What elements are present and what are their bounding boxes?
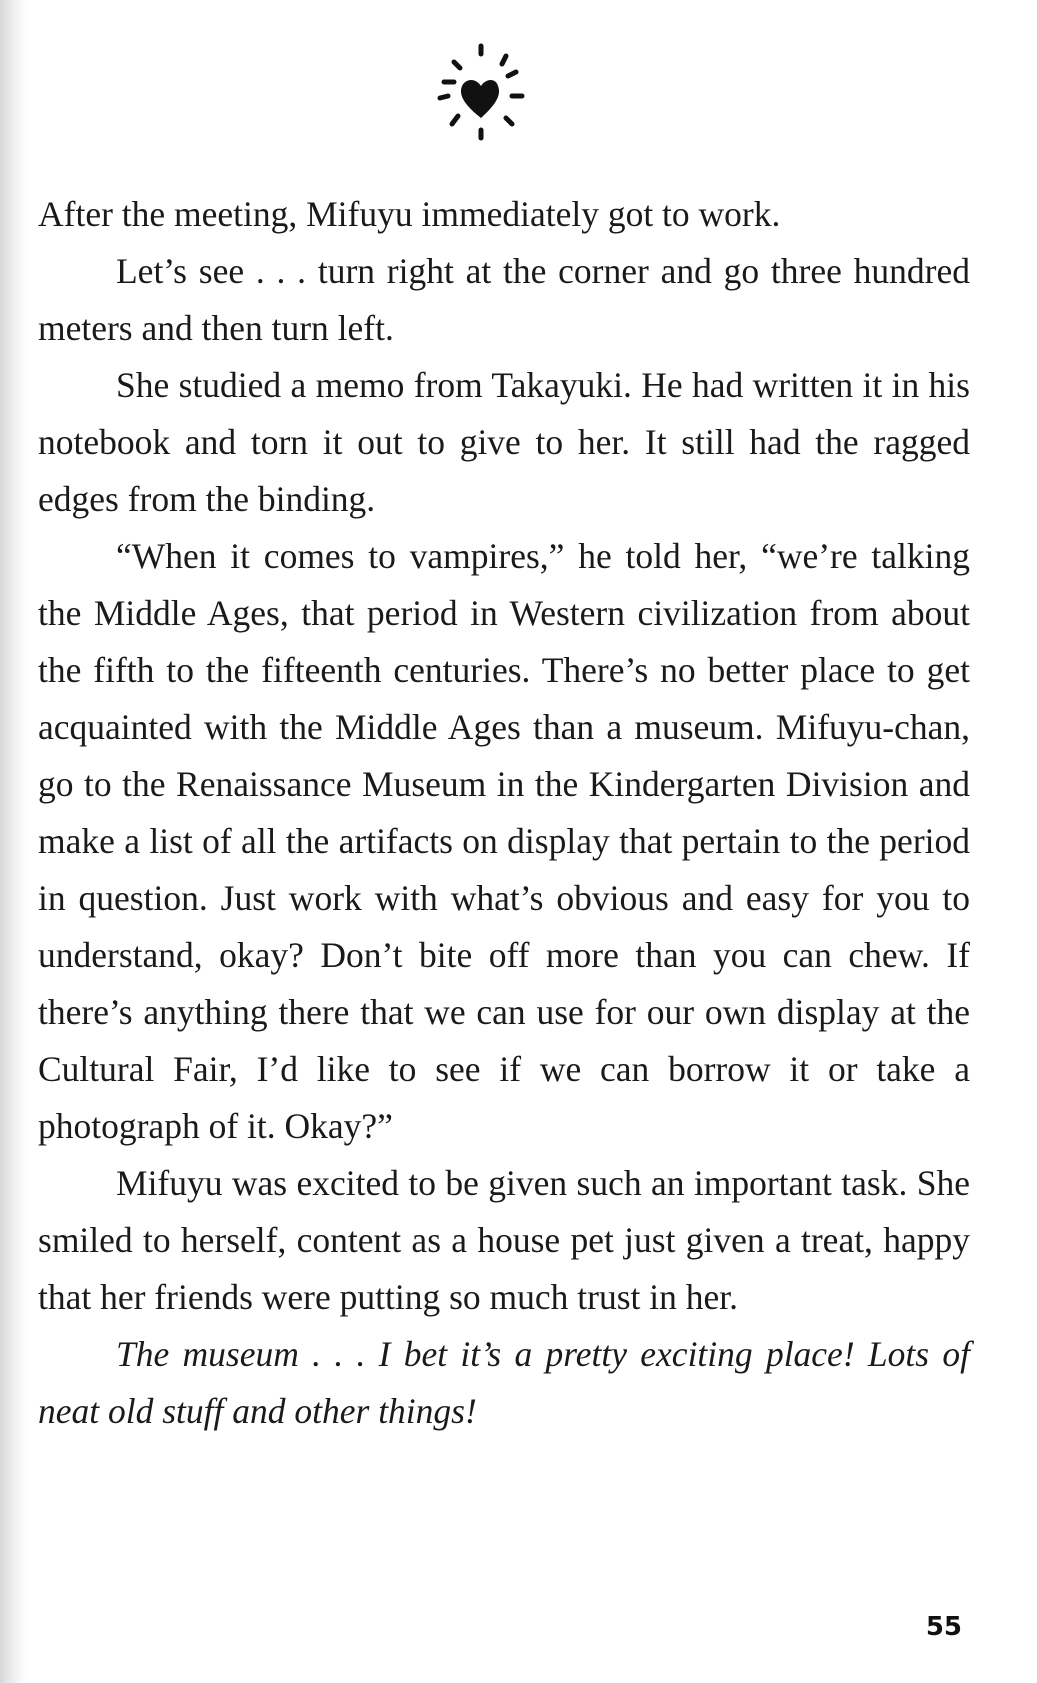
- paragraph-2: Let’s see . . . turn right at the corner and go three hundred meters and then turn left.: [38, 251, 970, 348]
- body-text: [38, 186, 970, 1440]
- paragraph-3: She studied a memo from Takayuki. He had written it in his notebook and torn it out to give to her. It still had the ragged edges from the binding.: [38, 365, 970, 519]
- ray-right-upper: [508, 72, 516, 76]
- ray-bottom-left: [452, 116, 458, 124]
- heart-shape: [461, 80, 499, 118]
- page-number: 55: [925, 1612, 962, 1642]
- ray-top-right: [502, 56, 506, 64]
- paragraph-1: After the meeting, Mifuyu immediately got to work.: [38, 194, 781, 234]
- paragraph-4: “When it comes to vampires,” he told her, “we’re talking the Middle Ages, that period in Western civilization from about the fifth to the fifteenth centuries. There’s no better place to get acquainted with the Middle Ages than a museum. Mifuyu-chan, go to the Renaissance Museum in the Kindergarten Division and make a list of all the artifacts on display that pertain to the period in question. Just work with what’s obvious and easy for you to understand, okay? Don’t bite off more than you can chew. If there’s anything there that we can use for our own display at the Cultural Fair, I’d like to see if we can borrow it or take a photograph of it. Okay?”: [38, 536, 970, 1146]
- page-spine-shadow: [0, 0, 26, 1683]
- ray-top-left: [454, 62, 460, 68]
- ray-left: [440, 96, 448, 98]
- paragraph-6-italic: The museum . . . I bet it’s a pretty exciting place! Lots of neat old stuff and other things!: [38, 1334, 970, 1431]
- heart-burst-icon: [426, 40, 536, 150]
- paragraph-5: Mifuyu was excited to be given such an important task. She smiled to herself, content as a house pet just given a treat, happy that her friends were putting so much trust in her.: [38, 1163, 970, 1317]
- ray-bottom-right: [506, 118, 512, 124]
